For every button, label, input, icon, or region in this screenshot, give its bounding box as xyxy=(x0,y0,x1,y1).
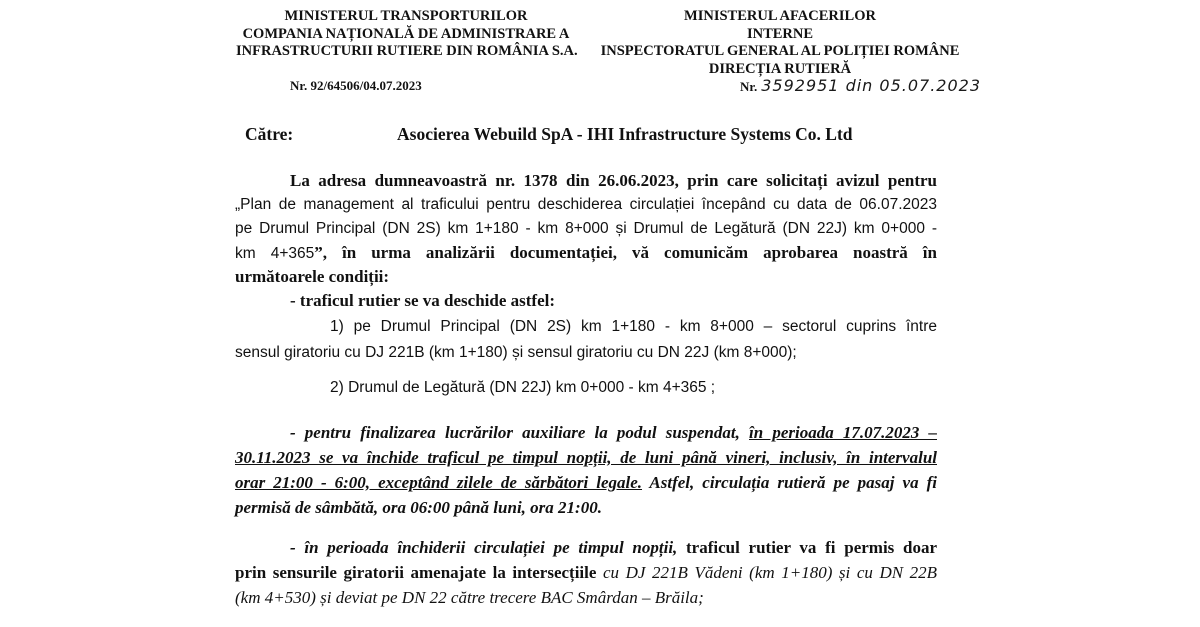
issuer-right-reference xyxy=(740,76,981,96)
paragraph-3-line-2 xyxy=(235,562,937,583)
list-item-1-text-1: 1) pe Drumul Principal (DN 2S) km 1+180 - km 8+000 – sectorul cuprins între xyxy=(330,318,937,335)
paragraph-1-line-5: următoarele condiții: xyxy=(235,267,390,286)
paragraph-1-line-4 xyxy=(235,242,937,264)
paragraph-2-line-3 xyxy=(235,472,937,493)
handwritten-reference-number: 3592951 din 05.07.2023 xyxy=(761,76,981,95)
paragraph-3-text-1a: - în perioada închiderii circulației pe timpul nopții, xyxy=(290,538,678,557)
paragraph-3-text-2a: prin sensurile giratorii amenajate la intersecțiile xyxy=(235,563,603,582)
paragraph-2-line-2 xyxy=(235,447,937,468)
paragraph-3-text-1b: traficul rutier va fi permis doar xyxy=(677,538,937,557)
issuer-left-line2: COMPANIA NAȚIONALĂ DE ADMINISTRARE A xyxy=(242,25,570,42)
issuer-left-reference: Nr. 92/64506/04.07.2023 xyxy=(290,78,422,93)
paragraph-2-line-1 xyxy=(290,422,937,443)
paragraph-2-text-1a: - pentru finalizarea lucrărilor auxiliare la podul suspendat, xyxy=(290,423,740,442)
issuer-right-line3: INSPECTORATUL GENERAL AL POLIȚIEI ROMÂNE xyxy=(600,43,960,59)
issuer-right-line4: DIRECȚIA RUTIERĂ xyxy=(708,60,852,77)
paragraph-1-line-3 xyxy=(235,218,937,239)
recipient-name: Asocierea Webuild SpA - IHI Infrastructure Systems Co. Ltd xyxy=(397,124,853,144)
paragraph-3-line-3: (km 4+530) și deviat pe DN 22 către trecere BAC Smârdan – Brăila; xyxy=(235,588,704,607)
issuer-right-block xyxy=(600,8,960,78)
paragraph-1-line-2 xyxy=(235,194,937,215)
paragraph-1-text-4b: ”, în urma analizării documentației, vă comunicăm aprobarea noastră în xyxy=(314,243,937,262)
paragraph-2-text-3a: orar 21:00 - 6:00, exceptând zilele de sărbători legale. xyxy=(235,473,643,492)
recipient-label: Către: xyxy=(245,124,294,144)
issuer-right-line2: INTERNE xyxy=(746,25,814,42)
paragraph-2-text-1b: în perioada 17.07.2023 – xyxy=(749,423,937,442)
paragraph-1-text-4a: km 4+365 xyxy=(235,245,315,262)
paragraph-3-line-1 xyxy=(290,537,937,558)
paragraph-2-line-4: permisă de sâmbătă, ora 06:00 până luni, ora 21:00. xyxy=(235,498,602,517)
list-item-2: 2) Drumul de Legătură (DN 22J) km 0+000 - km 4+365 ; xyxy=(330,379,716,396)
paragraph-2-text-2: 30.11.2023 se va închide traficul pe timpul nopții, de luni până vineri, inclusiv, în intervalul xyxy=(235,448,937,467)
paragraph-1-line-1 xyxy=(290,170,937,191)
issuer-left-line1: MINISTERUL TRANSPORTURILOR xyxy=(284,8,528,24)
paragraph-1-text-1: La adresa dumneavoastră nr. 1378 din 26.06.2023, prin care solicitați avizul pentru xyxy=(290,171,937,190)
paragraph-3-text-2b: cu DJ 221B Vădeni (km 1+180) și cu DN 22B xyxy=(603,563,938,582)
bullet-traffic-open: - traficul rutier se va deschide astfel: xyxy=(290,291,556,310)
issuer-left-line3: INFRASTRUCTURII RUTIERE DIN ROMÂNIA S.A. xyxy=(236,43,578,59)
issuer-right-line1: MINISTERUL AFACERILOR xyxy=(684,8,876,24)
paragraph-2-text-3b: Astfel, circulația rutieră pe pasaj va fi xyxy=(642,473,937,492)
paragraph-1-text-2: „Plan de management al traficului pentru deschiderea circulației începând cu data de 06.07.2023 xyxy=(235,196,937,213)
list-item-1-line-2: sensul giratoriu cu DJ 221B (km 1+180) și sensul giratoriu cu DN 22J (km 8+000); xyxy=(235,344,797,361)
issuer-right-nr-label: Nr. xyxy=(740,79,758,94)
list-item-1-line-1 xyxy=(330,316,937,337)
paragraph-1-text-3: pe Drumul Principal (DN 2S) km 1+180 - km 8+000 și Drumul de Legătură (DN 22J) km 0+000 - xyxy=(235,220,937,237)
issuer-left-block xyxy=(236,8,576,61)
